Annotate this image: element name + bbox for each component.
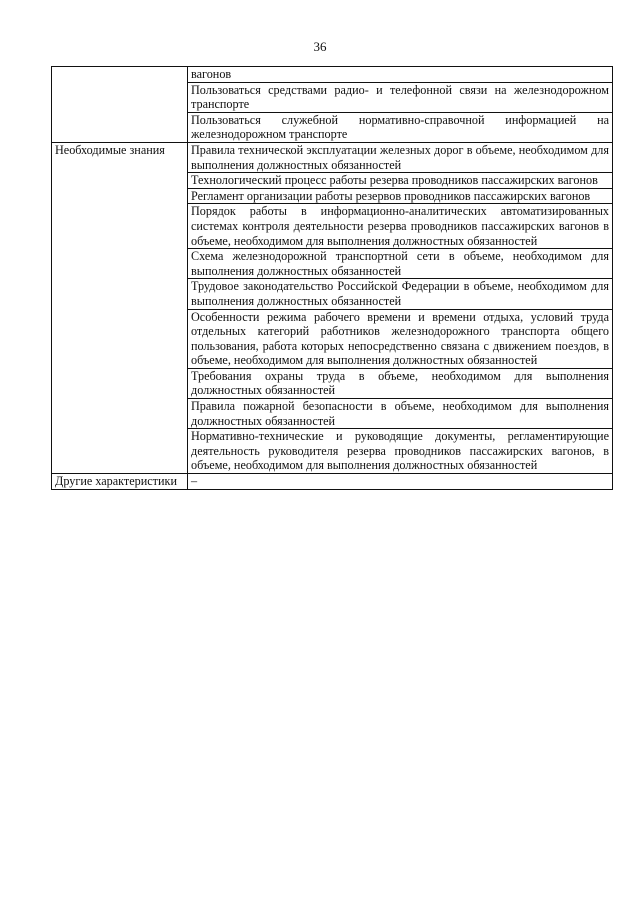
row-label: Другие характеристики (52, 474, 188, 490)
table-row (52, 142, 613, 172)
row-label: Необходимые знания (52, 142, 188, 473)
requirements-table (51, 66, 613, 490)
table-cell: Нормативно-технические и руководящие документы, регламентирующие деятельность руководителя резерва проводников пассажирских вагонов, в объеме, необходимом для выполнения должностных обязанностей (188, 429, 613, 474)
row-label (52, 67, 188, 143)
table-row (52, 474, 613, 490)
table-cell: – (188, 474, 613, 490)
table-cell: Требования охраны труда в объеме, необходимом для выполнения должностных обязанностей (188, 368, 613, 398)
table-row (52, 67, 613, 83)
table-cell: Регламент организации работы резервов проводников пассажирских вагонов (188, 188, 613, 204)
table-cell: Правила пожарной безопасности в объеме, необходимом для выполнения должностных обязанностей (188, 399, 613, 429)
table-cell: Схема железнодорожной транспортной сети в объеме, необходимом для выполнения должностных обязанностей (188, 249, 613, 279)
table-cell: Пользоваться средствами радио- и телефонной связи на железнодорожном транспорте (188, 82, 613, 112)
table-cell: вагонов (188, 67, 613, 83)
page-number: 36 (313, 39, 327, 54)
table-cell: Порядок работы в информационно-аналитических автоматизированных системах контроля деятельности резерва проводников пассажирских вагонов в объеме, необходимом для выполнения должностных обязанностей (188, 204, 613, 249)
table-cell: Технологический процесс работы резерва проводников пассажирских вагонов (188, 173, 613, 189)
table-cell: Правила технической эксплуатации железных дорог в объеме, необходимом для выполнения должностных обязанностей (188, 142, 613, 172)
table-cell: Пользоваться служебной нормативно-справочной информацией на железнодорожном транспорте (188, 112, 613, 142)
table-cell: Трудовое законодательство Российской Федерации в объеме, необходимом для выполнения должностных обязанностей (188, 279, 613, 309)
table-cell: Особенности режима рабочего времени и времени отдыха, условий труда отдельных категорий работников железнодорожного транспорта общего пользования, работа которых непосредственно связана с движением поездов, в объеме, необходимом для выполнения должностных обязанностей (188, 309, 613, 368)
